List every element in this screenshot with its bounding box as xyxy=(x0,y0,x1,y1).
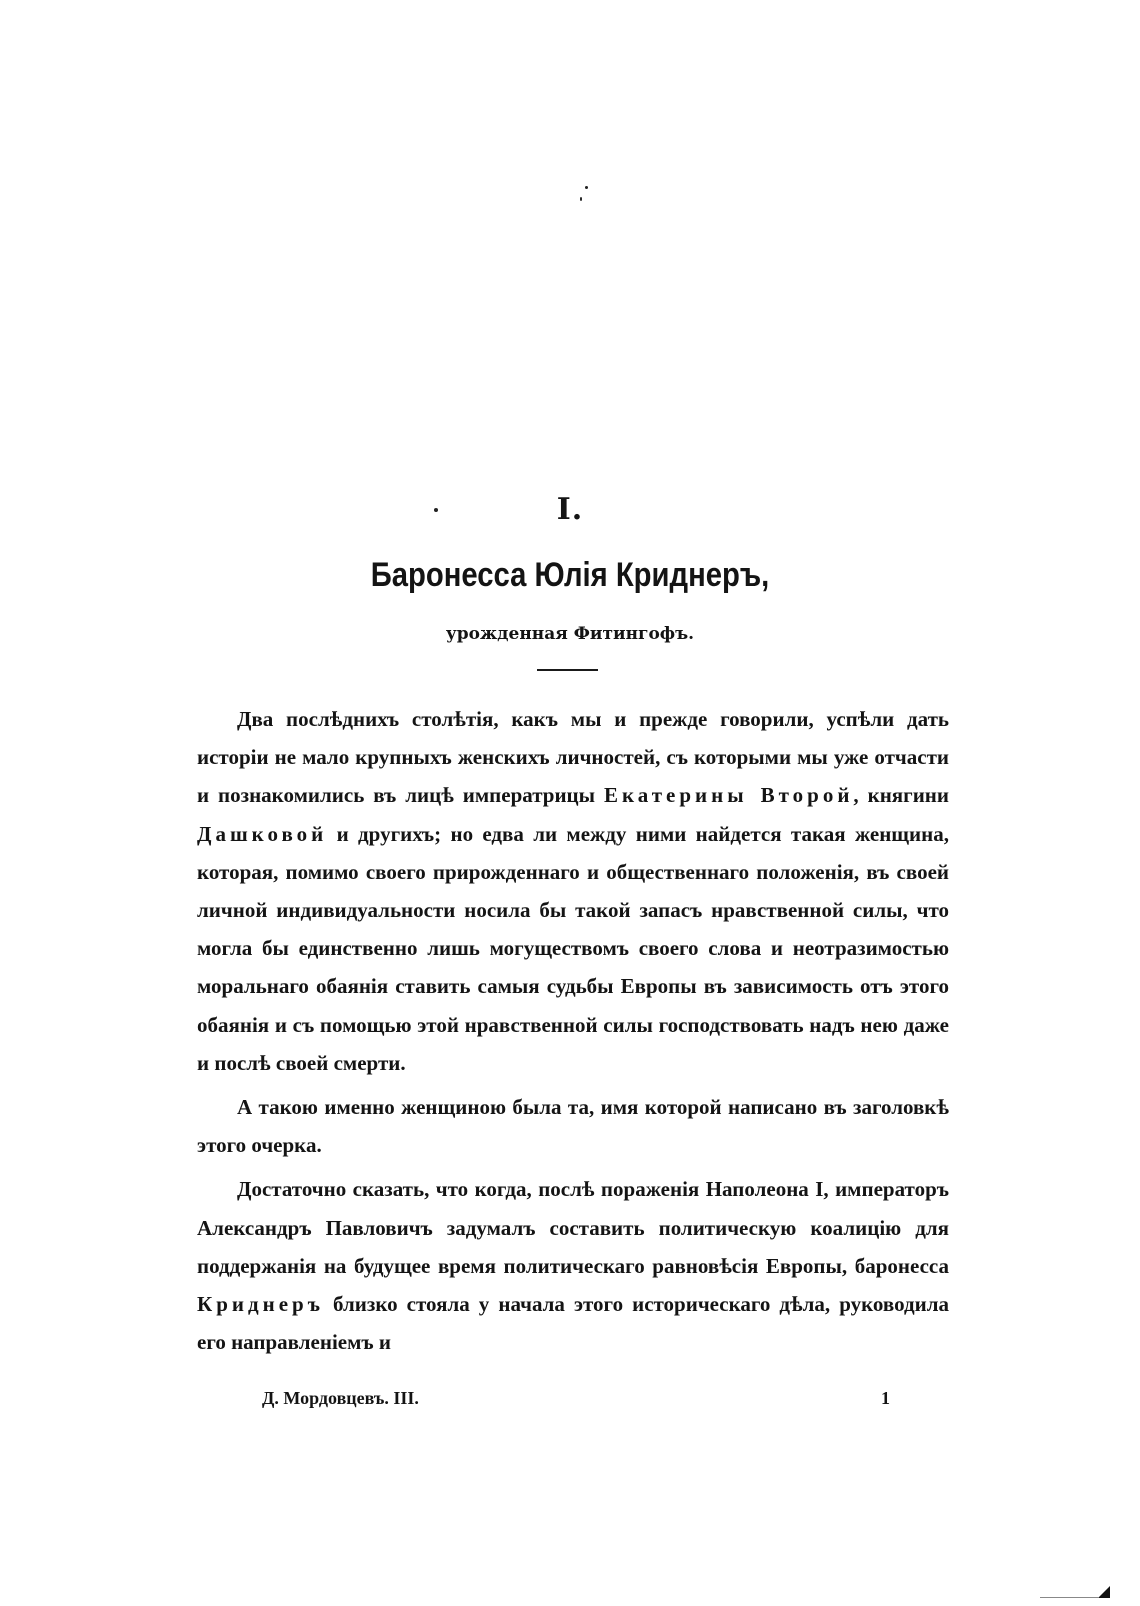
chapter-number: I. xyxy=(556,492,584,527)
chapter-subtitle: урожденная Фитингофъ. xyxy=(445,624,695,644)
chapter-title: Баронесса Юлія Криднеръ, xyxy=(370,556,770,594)
page-footer xyxy=(262,1388,902,1418)
name-dashkova: Дашковой xyxy=(197,821,328,846)
page-number: 1 xyxy=(881,1388,890,1408)
paragraph-2: А такою именно женщиною была та, имя которой написано въ заголовкѣ этого очерка. xyxy=(197,1095,949,1158)
name-ekaterina: Екатерины Второй xyxy=(604,783,854,808)
scan-corner-mark xyxy=(1098,1586,1110,1598)
footer-signature: Д. Мордовцевъ. III. xyxy=(262,1388,419,1408)
paragraph-1-text-a: Два послѣднихъ столѣтія, какъ мы и прежде говорили, успѣли дать исторіи не мало крупныхъ женскихъ личностей, съ которыми мы уже отчасти и познакомились въ лицѣ императрицы xyxy=(197,707,949,808)
name-kridner: Криднеръ xyxy=(197,1292,324,1317)
paragraph-1-text-c: и другихъ; но едва ли между ними найдется такая женщина, которая, помимо своего прирожденнаго и общественнаго положенія, въ своей личной индивидуальности носила бы такой запасъ нравственной силы, что могла бы единственно лишь могуществомъ своего слова и неотразимостью моральнаго обаянія ставить самыя судьбы Европы въ зависимость отъ этого обаянія и съ помощью этой нравственной силы господствовать надъ нею даже и послѣ своей смерти. xyxy=(197,821,949,1075)
paragraph-1-text-b: , княгини xyxy=(853,783,950,808)
scan-speck-top-2 xyxy=(580,197,582,201)
paragraph-1 xyxy=(197,700,949,1082)
scan-edge-line xyxy=(1040,1597,1098,1598)
paragraph-3-text-b: близко стояла у начала этого историческаго дѣла, руководила его направленіемъ и xyxy=(197,1292,949,1355)
chapter-body xyxy=(197,700,949,1367)
paragraph-3 xyxy=(197,1170,949,1361)
paragraph-3-text-a: Достаточно сказать, что когда, послѣ пораженія Наполеона I, императоръ Александръ Павловичъ задумалъ составить политическую коалицію для поддержанія на будущее время политическаго равновѣсія Европы, баронесса xyxy=(197,1177,949,1278)
scan-speck-top xyxy=(585,186,588,189)
heading-divider xyxy=(537,669,598,671)
